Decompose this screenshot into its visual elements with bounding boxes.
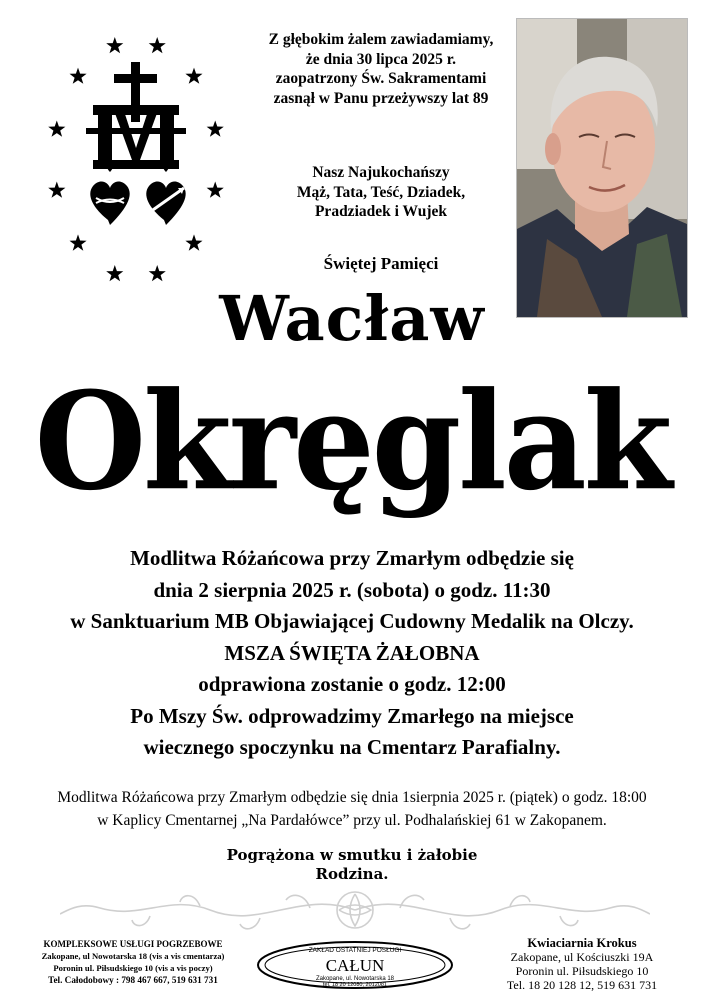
star-icon: [207, 121, 224, 137]
services-phone: Tel. Całodobowy : 798 467 667, 519 631 731: [48, 975, 218, 985]
florist-phone: Tel. 18 20 128 12, 519 631 731: [506, 978, 658, 992]
star-icon: [70, 68, 87, 84]
ceremony-details: [20, 543, 684, 764]
ceremony-line: wiecznego spoczynku na Cmentarz Parafialny.: [143, 735, 561, 759]
ceremony-line: dnia 2 sierpnia 2025 r. (sobota) o godz. 11:30: [153, 577, 551, 602]
florist-address: Zakopane, ul Kościuszki 19A: [510, 950, 654, 964]
rosary-prayer-notice: [10, 786, 694, 832]
ceremony-line: odprawiona zostanie o godz. 12:00: [198, 672, 506, 696]
ceremony-line: Po Mszy Św. odprowadzimy Zmarłego na miejsce: [130, 703, 574, 728]
logo-name: CAŁUN: [325, 956, 385, 975]
florist-address: Poronin ul. Piłsudskiego 10: [515, 964, 649, 978]
ceremony-line: w Sanktuarium MB Objawiającej Cudowny Medalik na Olczy.: [70, 609, 634, 633]
monogram-icon: [86, 62, 186, 169]
memory-heading: Świętej Pamięci: [323, 254, 439, 273]
calun-logo-icon: [255, 940, 455, 990]
star-icon: [70, 234, 87, 250]
relations-line: Mąż, Tata, Teść, Dziadek,: [296, 183, 466, 201]
floral-ornament-divider: [60, 880, 650, 940]
star-icon: [149, 37, 166, 53]
intro-line: zaopatrzony Św. Sakramentami: [275, 70, 487, 87]
star-icon: [185, 68, 202, 84]
deceased-surname: Okręglak: [34, 363, 670, 521]
star-icon: [149, 265, 166, 281]
services-address: Poronin ul. Piłsudskiego 10 (vis a vis poczy): [53, 963, 213, 973]
florist-info: [476, 936, 688, 992]
star-icon: [48, 121, 65, 137]
logo-top-text: ZAKŁAD OSTATNIEJ POSŁUGI: [308, 947, 402, 954]
star-icon: [48, 182, 65, 198]
prayer-line: Modlitwa Różańcowa przy Zmarłym odbędzie się dnia 1sierpnia 2025 r. (piątek) o godz. 18:00: [57, 789, 647, 806]
ceremony-line: MSZA ŚWIĘTA ŻAŁOBNA: [224, 640, 480, 665]
star-icon: [106, 265, 123, 281]
portrait-photo: [516, 18, 688, 318]
intro-line: że dnia 30 lipca 2025 r.: [305, 50, 457, 68]
services-heading: KOMPLEKSOWE USŁUGI POGRZEBOWE: [43, 939, 223, 949]
star-icon: [185, 234, 202, 250]
intro-line: zasnął w Panu przeżywszy lat 89: [273, 89, 489, 107]
relations-text: [270, 163, 492, 222]
deceased-first-name: Wacław: [219, 282, 485, 355]
mourning-line: Pogrążona w smutku i żałobie: [226, 846, 478, 864]
family-line: Rodzina.: [315, 865, 389, 883]
funeral-services-info: [18, 938, 248, 986]
intro-text: [248, 30, 514, 108]
logo-address: Zakopane, ul. Nowotarska 18: [315, 976, 395, 982]
relations-line: Pradziadek i Wujek: [314, 203, 448, 220]
intro-line: Z głębokim żalem zawiadamiamy,: [268, 31, 494, 48]
ceremony-line: Modlitwa Różańcowa przy Zmarłym odbędzie się: [130, 546, 574, 570]
services-address: Zakopane, ul Nowotarska 18 (vis a vis cmentarza): [41, 951, 225, 961]
relations-line: Nasz Najukochańszy: [312, 164, 450, 181]
prayer-line: w Kaplicy Cmentarnej „Na Pardałówce” przy ul. Podhalańskiej 61 w Zakopanem.: [97, 812, 607, 829]
logo-phone: tel. 18 20 12080, 2012081: [323, 982, 387, 988]
star-icon: [106, 37, 123, 53]
star-icon: [207, 182, 224, 198]
florist-heading: Kwiaciarnia Krokus: [527, 936, 637, 950]
miraculous-medal-emblem: [38, 20, 238, 290]
mourning-signature: [0, 846, 704, 884]
